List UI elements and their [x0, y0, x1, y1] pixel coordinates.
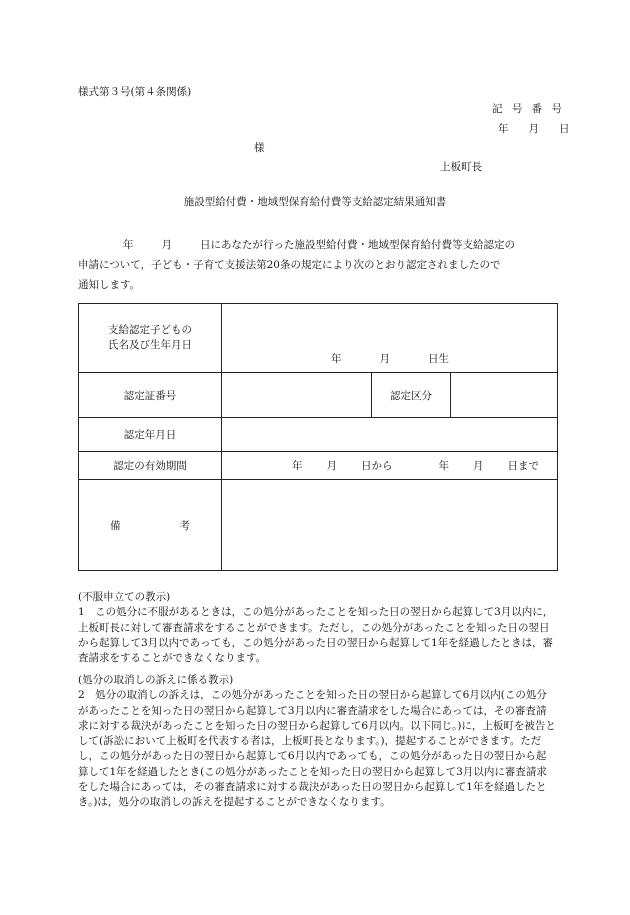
body-line1: 日にあなたが行った施設型給付費・地域型保育給付費等支給認定の	[200, 239, 515, 251]
child-name-birthdate-field[interactable]	[222, 304, 558, 373]
body-paragraph	[78, 235, 558, 295]
form-number: 様式第３号(第４条関係)	[78, 86, 192, 98]
issue-date-day: 日	[559, 123, 570, 135]
remarks-label	[79, 480, 222, 571]
child-name-label-line1: 支給認定子どもの	[108, 324, 192, 336]
table-row	[79, 418, 558, 452]
validity-to-month: 月	[473, 460, 484, 472]
validity-from-month: 月	[326, 460, 337, 472]
document-title: 施設型給付費・地域型保育給付費等支給認定結果通知書	[183, 196, 447, 208]
cert-number-field[interactable]	[222, 373, 372, 418]
validity-period-field[interactable]	[222, 452, 558, 480]
certification-table	[78, 303, 558, 571]
validity-to-year: 年	[438, 460, 449, 472]
validity-period-label: 認定の有効期間	[79, 452, 222, 480]
validity-to-day: 日まで	[507, 460, 539, 472]
cert-number-label: 認定証番号	[79, 373, 222, 418]
cert-category-label: 認定区分	[372, 373, 451, 418]
validity-from-day: 日から	[361, 460, 393, 472]
body-line3: 通知します。	[78, 279, 141, 291]
table-row	[79, 480, 558, 571]
addressee-suffix: 様	[254, 142, 265, 154]
body-line2: 申請について，子ども・子育て支援法第20条の規定により次のとおり認定されましたので	[78, 259, 501, 271]
table-row	[79, 452, 558, 480]
issue-date-month: 月	[528, 123, 539, 135]
table-row	[79, 304, 558, 373]
birth-day: 日生	[428, 353, 450, 365]
remarks-label-text: 備 考	[110, 519, 190, 532]
child-name-label-line2: 氏名及び生年月日	[108, 339, 192, 351]
objection-heading: (不服申立ての教示)	[78, 591, 171, 603]
body-month: 月	[161, 239, 172, 251]
issue-date	[498, 124, 570, 135]
birthdate-suffix	[331, 351, 449, 366]
body-year: 年	[123, 239, 134, 251]
revocation-heading: (処分の取消しの訴えに係る教示)	[78, 674, 234, 686]
birth-month: 月	[379, 353, 391, 365]
remarks-field[interactable]	[222, 480, 558, 571]
objection-notice	[78, 590, 556, 666]
cert-date-label: 認定年月日	[79, 418, 222, 452]
revocation-notice	[78, 673, 556, 811]
objection-text: 1 この処分に不服があるときは，この処分があったことを知った日の翌日から起算して3月以内に，上板町長に対して審査請求をすることができます。ただし，この処分があったことを知った日の翌日から起算して3月以内であっても，この処分があった日の翌日から起算して1年を経過したときは，審査請求をすることができなくなります。	[78, 606, 554, 665]
issue-date-year: 年	[498, 123, 509, 135]
cert-category-field[interactable]	[451, 373, 558, 418]
cert-date-field[interactable]	[222, 418, 558, 452]
issuer-name: 上板町長	[440, 161, 482, 173]
child-name-birthdate-label	[79, 304, 222, 373]
validity-from-year: 年	[292, 460, 303, 472]
revocation-text: 2 処分の取消しの訴えは，この処分があったことを知った日の翌日から起算して6月以内(この処分があったことを知った日の翌日から起算して3月以内に審査請求をした場合にあっては，その審査請求に対する裁決があったことを知った日の翌日から起算して6月以内。以下同じ。)に，上板町を被告として(訴訟において上板町を代表する者は，上板町長となります。)，提起することができます。ただし，この処分があった日の翌日から起算して6月以内であっても，この処分があった日の翌日から起算して1年を経過したとき(この処分があったことを知った日の翌日から起算して3月以内に審査請求をした場合にあっては，その審査請求に対する裁決があった日の翌日から起算して1年を経過したとき。)は，処分の取消しの訴えを提起することができなくなります。	[78, 689, 556, 809]
birth-year: 年	[331, 353, 342, 365]
table-row	[79, 373, 558, 418]
reference-number-label: 記 号 番 号	[492, 103, 566, 115]
